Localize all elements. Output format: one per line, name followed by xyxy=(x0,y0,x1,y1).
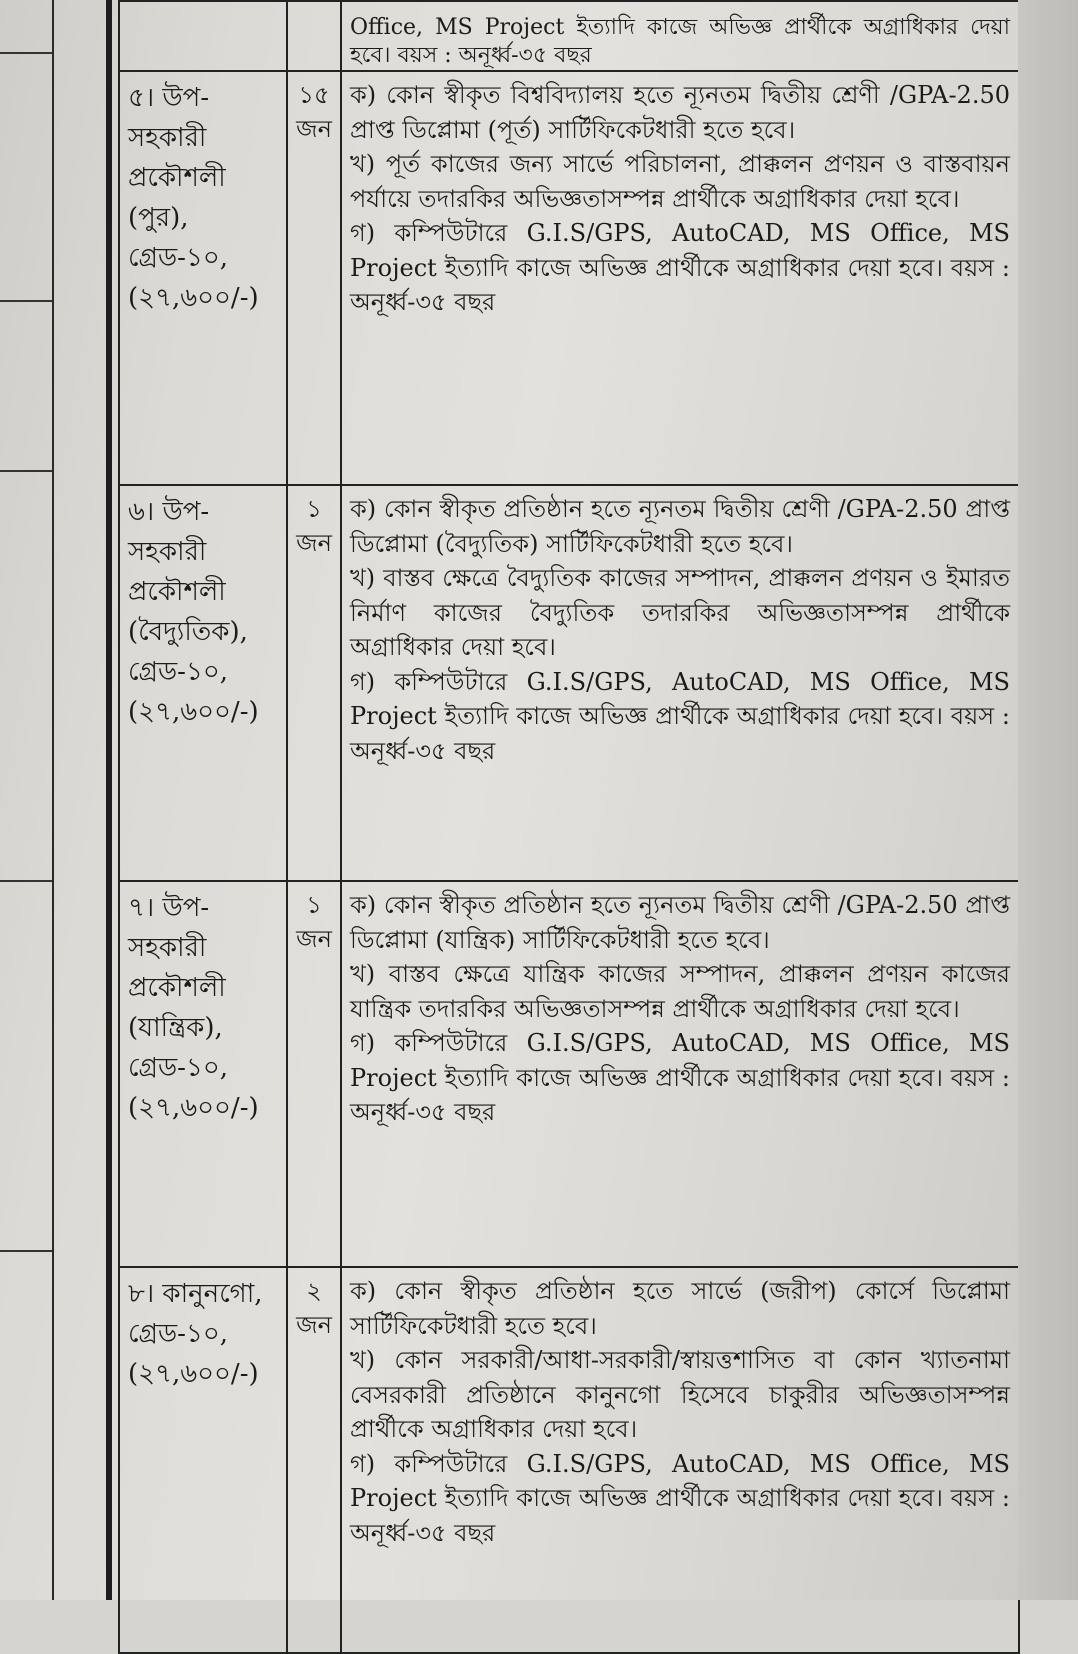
requirement-item: গ) কম্পিউটারে G.I.S/GPS, AutoCAD, MS Office, MS Project ইত্যাদি কাজে অভিজ্ঞ প্রার্থীকে অগ্রাধিকার দেয়া হবে। বয়স : অনূর্ধ্ব-৩৫ বছর xyxy=(350,219,1010,316)
post-title: ৬। উপ-সহকারী প্রকৌশলী (বৈদ্যুতিক), গ্রেড-১০, (২৭,৬০০/-) xyxy=(119,485,287,881)
requirement-item: গ) কম্পিউটারে G.I.S/GPS, AutoCAD, MS Office, MS Project ইত্যাদি কাজে অভিজ্ঞ প্রার্থীকে অগ্রাধিকার দেয়া হবে। বয়স : অনূর্ধ্ব-৩৫ বছর xyxy=(350,667,1010,765)
table-row xyxy=(119,71,1019,485)
requirement-item: খ) বাস্তব ক্ষেত্রে যান্ত্রিক কাজের সম্পাদন, প্রাক্কলন প্রণয়ন কাজের যান্ত্রিক তদারকির অভিজ্ঞতাসম্পন্ন প্রার্থীকে অগ্রাধিকার দেয়া হবে। xyxy=(350,960,1010,1023)
requirement-item: ক) কোন স্বীকৃত প্রতিষ্ঠান হতে ন্যূনতম দ্বিতীয় শ্রেণী /GPA-2.50 প্রাপ্ত ডিপ্লোমা (বৈদ্যুতিক) সার্টিফিকেটধারী হতে হবে। xyxy=(350,495,1010,558)
left-column-divider xyxy=(0,1250,52,1252)
post-title: ৮। কানুনগো, গ্রেড-১০, (২৭,৬০০/-) xyxy=(119,1267,287,1653)
left-column-divider xyxy=(0,880,52,882)
left-column-divider xyxy=(0,300,52,302)
left-column-divider xyxy=(0,52,52,54)
table-row xyxy=(119,1267,1019,1653)
post-count: ১৫ জন xyxy=(287,71,341,485)
requirement-cell xyxy=(341,1267,1019,1653)
left-margin-column xyxy=(0,0,112,1600)
left-column-divider xyxy=(0,470,52,472)
requirement-cell xyxy=(341,485,1019,881)
left-column-rule xyxy=(52,0,54,1600)
requirement-item: গ) কম্পিউটারে G.I.S/GPS, AutoCAD, MS Office, MS Project ইত্যাদি কাজে অভিজ্ঞ প্রার্থীকে অগ্রাধিকার দেয়া হবে। বয়স : অনূর্ধ্ব-৩৫ বছর xyxy=(350,1449,1010,1547)
right-page-edge xyxy=(1018,0,1078,1600)
table-row xyxy=(119,1,1019,71)
post-count: ২ জন xyxy=(287,1267,341,1653)
requirement-item: ক) কোন স্বীকৃত প্রতিষ্ঠান হতে সার্ভে (জরীপ) কোর্সে ডিপ্লোমা সার্টিফিকেটধারী হতে হবে। xyxy=(350,1277,1010,1340)
post-title: ৫। উপ-সহকারী প্রকৌশলী (পুর), গ্রেড-১০, (২৭,৬০০/-) xyxy=(119,71,287,485)
table-row xyxy=(119,881,1019,1267)
requirement-item: খ) পূর্ত কাজের জন্য সার্ভে পরিচালনা, প্রাক্কলন প্রণয়ন ও বাস্তবায়ন পর্যায়ে তদারকির অভিজ্ঞতাসম্পন্ন প্রার্থীকে অগ্রাধিকার দেয়া হবে। xyxy=(350,150,1010,213)
requirement-item: ক) কোন স্বীকৃত প্রতিষ্ঠান হতে ন্যূনতম দ্বিতীয় শ্রেণী /GPA-2.50 প্রাপ্ত ডিপ্লোমা (যান্ত্রিক) সার্টিফিকেটধারী হতে হবে। xyxy=(350,891,1010,954)
table-row xyxy=(119,485,1019,881)
requirement-item: খ) কোন সরকারী/আধা-সরকারী/স্বায়ত্তশাসিত বা কোন খ্যাতনামা বেসরকারী প্রতিষ্ঠানে কানুনগো হিসেবে চাকুরীর অভিজ্ঞতাসম্পন্ন প্রার্থীকে অগ্রাধিকার দেয়া হবে। xyxy=(350,1346,1010,1443)
post-count: ১ জন xyxy=(287,485,341,881)
requirement-cell xyxy=(341,71,1019,485)
requirement-cell: Office, MS Project ইত্যাদি কাজে অভিজ্ঞ প্রার্থীকে অগ্রাধিকার দেয়া হবে। বয়স : অনূর্ধ্ব-৩৫ বছর xyxy=(341,1,1019,71)
post-title: ৭। উপ-সহকারী প্রকৌশলী (যান্ত্রিক), গ্রেড-১০, (২৭,৬০০/-) xyxy=(119,881,287,1267)
job-vacancy-table xyxy=(118,0,1020,1654)
post-cell xyxy=(119,1,287,71)
requirement-item: খ) বাস্তব ক্ষেত্রে বৈদ্যুতিক কাজের সম্পাদন, প্রাক্কলন প্রণয়ন ও ইমারত নির্মাণ কাজের বৈদ্যুতিক তদারকির অভিজ্ঞতাসম্পন্ন প্রার্থীকে অগ্রাধিকার দেয়া হবে। xyxy=(350,564,1010,661)
post-count: ১ জন xyxy=(287,881,341,1267)
requirement-item: ক) কোন স্বীকৃত বিশ্ববিদ্যালয় হতে ন্যূনতম দ্বিতীয় শ্রেণী /GPA-2.50 প্রাপ্ত ডিপ্লোমা (পূর্ত) সার্টিফিকেটধারী হতে হবে। xyxy=(350,81,1010,144)
requirement-cell xyxy=(341,881,1019,1267)
count-cell xyxy=(287,1,341,71)
requirement-item: গ) কম্পিউটারে G.I.S/GPS, AutoCAD, MS Office, MS Project ইত্যাদি কাজে অভিজ্ঞ প্রার্থীকে অগ্রাধিকার দেয়া হবে। বয়স : অনূর্ধ্ব-৩৫ বছর xyxy=(350,1029,1010,1126)
